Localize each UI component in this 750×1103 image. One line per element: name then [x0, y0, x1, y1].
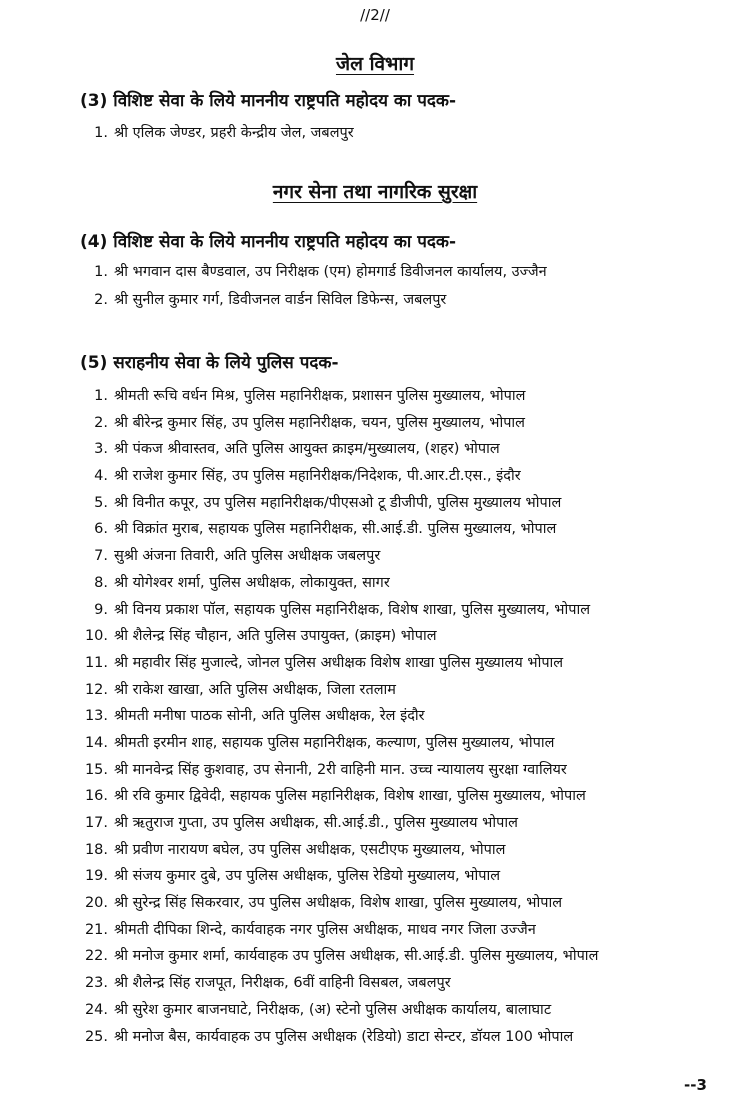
list-item: [80, 890, 598, 917]
list-item: [80, 970, 598, 997]
list-item: [80, 730, 598, 757]
list-item-text: श्री विनय प्रकाश पॉल, सहायक पुलिस महानिरीक्षक, विशेष शाखा, पुलिस मुख्यालय, भोपाल: [114, 601, 591, 618]
list-item-number: 23.: [84, 975, 108, 992]
list-item-text: श्रीमती इरमीन शाह, सहायक पुलिस महानिरीक्षक, कल्याण, पुलिस मुख्यालय, भोपाल: [114, 734, 555, 751]
list-item: [80, 516, 598, 543]
list-item: [80, 436, 598, 463]
list-item-text: श्री भगवान दास बैण्डवाल, उप निरीक्षक (एम) होमगार्ड डिवीजनल कार्यालय, उज्जैन: [114, 264, 547, 280]
jail-department-title-text: जेल विभाग: [335, 53, 415, 75]
list-item-number: 25.: [84, 1028, 108, 1045]
list-item-text: श्री मनोज बैस, कार्यवाहक उप पुलिस अधीक्षक (रेडियो) डाटा सेन्टर, डॉयल 100 भोपाल: [114, 1028, 574, 1045]
list-item: [80, 383, 598, 410]
page-number-bottom: --3: [684, 1076, 707, 1094]
list-item-text: श्री शैलेन्द्र सिंह राजपूत, निरीक्षक, 6वीं वाहिनी विसबल, जबलपुर: [114, 975, 451, 992]
list-item-number: 24.: [84, 1001, 108, 1018]
list-item: [80, 623, 598, 650]
list-item-number: 4.: [94, 468, 108, 485]
jail-department-title: [0, 50, 750, 76]
list-item: [80, 650, 598, 677]
list-item-number: 8.: [94, 574, 108, 591]
list-item: [80, 783, 598, 810]
home-guard-department-title: [0, 178, 750, 204]
list-item-text: श्री महावीर सिंह मुजाल्दे, जोनल पुलिस अधीक्षक विशेष शाखा पुलिस मुख्यालय भोपाल: [114, 654, 564, 671]
list-item-text: श्री राकेश खाखा, अति पुलिस अधीक्षक, जिला रतलाम: [114, 681, 396, 698]
list-item: [80, 863, 598, 890]
list-item-number: 1.: [94, 388, 108, 404]
list-item-text: श्रीमती रूचि वर्धन मिश्र, पुलिस महानिरीक्षक, प्रशासन पुलिस मुख्यालय, भोपाल: [114, 388, 526, 404]
list-item-number: 9.: [94, 601, 108, 618]
list-item-number: 6.: [94, 521, 108, 538]
list-item: [80, 490, 598, 517]
police-awardee-list: [80, 383, 598, 1050]
list-item: [80, 543, 598, 570]
list-item: [80, 837, 598, 864]
list-item-text: श्री ऋतुराज गुप्ता, उप पुलिस अधीक्षक, सी.आई.डी., पुलिस मुख्यालय भोपाल: [114, 815, 518, 831]
list-item: [80, 810, 598, 837]
list-item-number: 10.: [84, 628, 108, 645]
list-item-text: श्रीमती मनीषा पाठक सोनी, अति पुलिस अधीक्षक, रेल इंदौर: [114, 708, 425, 725]
list-item-number: 14.: [84, 734, 108, 751]
list-item-number: 19.: [84, 868, 108, 885]
list-item-text: श्री विक्रांत मुराब, सहायक पुलिस महानिरीक्षक, सी.आई.डी. पुलिस मुख्यालय, भोपाल: [114, 521, 557, 538]
list-item-number: 15.: [84, 761, 108, 778]
list-item: [80, 943, 598, 970]
list-item: [80, 1024, 598, 1051]
police-medal-heading: (5) सराहनीय सेवा के लिये पुलिस पदक-: [80, 353, 339, 373]
list-item: [80, 570, 598, 597]
list-item-number: 20.: [84, 895, 108, 912]
list-item-text: श्री रवि कुमार द्विवेदी, सहायक पुलिस महानिरीक्षक, विशेष शाखा, पुलिस मुख्यालय, भोपाल: [114, 788, 586, 805]
list-item-text: श्री शैलेन्द्र सिंह चौहान, अति पुलिस उपायुक्त, (क्राइम) भोपाल: [114, 628, 437, 645]
list-item-text: श्री सुनील कुमार गर्ग, डिवीजनल वार्डन सिविल डिफेन्स, जबलपुर: [114, 292, 447, 308]
list-item-number: 1.: [94, 125, 108, 141]
list-item-text: सुश्री अंजना तिवारी, अति पुलिस अधीक्षक जबलपुर: [114, 548, 381, 565]
list-item-text: श्री मनोज कुमार शर्मा, कार्यवाहक उप पुलिस अधीक्षक, सी.आई.डी. पुलिस मुख्यालय, भोपाल: [114, 948, 599, 965]
jail-awardee-list: [80, 120, 354, 146]
list-item-number: 17.: [84, 815, 108, 831]
list-item: [80, 463, 598, 490]
home-guard-department-title-text: नगर सेना तथा नागरिक सुरक्षा: [272, 181, 478, 203]
list-item-number: 22.: [84, 948, 108, 965]
list-item-number: 2.: [94, 414, 108, 431]
list-item-text: श्री विनीत कपूर, उप पुलिस महानिरीक्षक/पीएसओ टू डीजीपी, पुलिस मुख्यालय भोपाल: [114, 494, 562, 511]
list-item-number: 13.: [84, 708, 108, 725]
list-item-text: श्री योगेश्वर शर्मा, पुलिस अधीक्षक, लोकायुक्त, सागर: [114, 574, 390, 591]
list-item-number: 18.: [84, 841, 108, 858]
list-item-number: 7.: [94, 548, 108, 565]
list-item: [80, 597, 598, 624]
list-item: [80, 258, 547, 286]
list-item: [80, 286, 547, 314]
page-number-top: //2//: [360, 6, 390, 24]
list-item-text: श्री प्रवीण नारायण बघेल, उप पुलिस अधीक्षक, एसटीएफ मुख्यालय, भोपाल: [114, 841, 506, 858]
list-item-number: 12.: [84, 681, 108, 698]
list-item-number: 11.: [84, 654, 108, 671]
list-item: [80, 410, 598, 437]
list-item-text: श्री सुरेन्द्र सिंह सिकरवार, उप पुलिस अधीक्षक, विशेष शाखा, पुलिस मुख्यालय, भोपाल: [114, 895, 563, 912]
list-item-text: श्री बीरेन्द्र कुमार सिंह, उप पुलिस महानिरीक्षक, चयन, पुलिस मुख्यालय, भोपाल: [114, 414, 526, 431]
list-item-number: 2.: [94, 292, 108, 308]
list-item-number: 21.: [84, 921, 108, 938]
list-item: [80, 997, 598, 1024]
list-item-number: 5.: [94, 494, 108, 511]
list-item-text: श्रीमती दीपिका शिन्दे, कार्यवाहक नगर पुलिस अधीक्षक, माधव नगर जिला उज्जैन: [114, 921, 536, 938]
list-item-text: श्री संजय कुमार दुबे, उप पुलिस अधीक्षक, पुलिस रेडियो मुख्यालय, भोपाल: [114, 868, 501, 885]
list-item-number: 3.: [94, 441, 108, 458]
list-item: [80, 120, 354, 146]
list-item: [80, 757, 598, 784]
list-item-text: श्री एलिक जेण्डर, प्रहरी केन्द्रीय जेल, जबलपुर: [114, 125, 354, 141]
list-item-text: श्री पंकज श्रीवास्तव, अति पुलिस आयुक्त क्राइम/मुख्यालय, (शहर) भोपाल: [114, 441, 500, 458]
list-item-text: श्री मानवेन्द्र सिंह कुशवाह, उप सेनानी, 2री वाहिनी मान. उच्च न्यायालय सुरक्षा ग्वालियर: [114, 761, 567, 778]
home-guard-medal-heading: (4) विशिष्ट सेवा के लिये माननीय राष्ट्रपति महोदय का पदक-: [80, 232, 457, 252]
list-item-number: 1.: [94, 264, 108, 280]
list-item: [80, 677, 598, 704]
list-item: [80, 703, 598, 730]
list-item-text: श्री सुरेश कुमार बाजनघाटे, निरीक्षक, (अ) स्टेनो पुलिस अधीक्षक कार्यालय, बालाघाट: [114, 1001, 552, 1018]
list-item: [80, 917, 598, 944]
jail-medal-heading: (3) विशिष्ट सेवा के लिये माननीय राष्ट्रपति महोदय का पदक-: [80, 91, 457, 111]
list-item-number: 16.: [84, 788, 108, 805]
home-guard-awardee-list: [80, 258, 547, 314]
list-item-text: श्री राजेश कुमार सिंह, उप पुलिस महानिरीक्षक/निदेशक, पी.आर.टी.एस., इंदौर: [114, 468, 521, 485]
